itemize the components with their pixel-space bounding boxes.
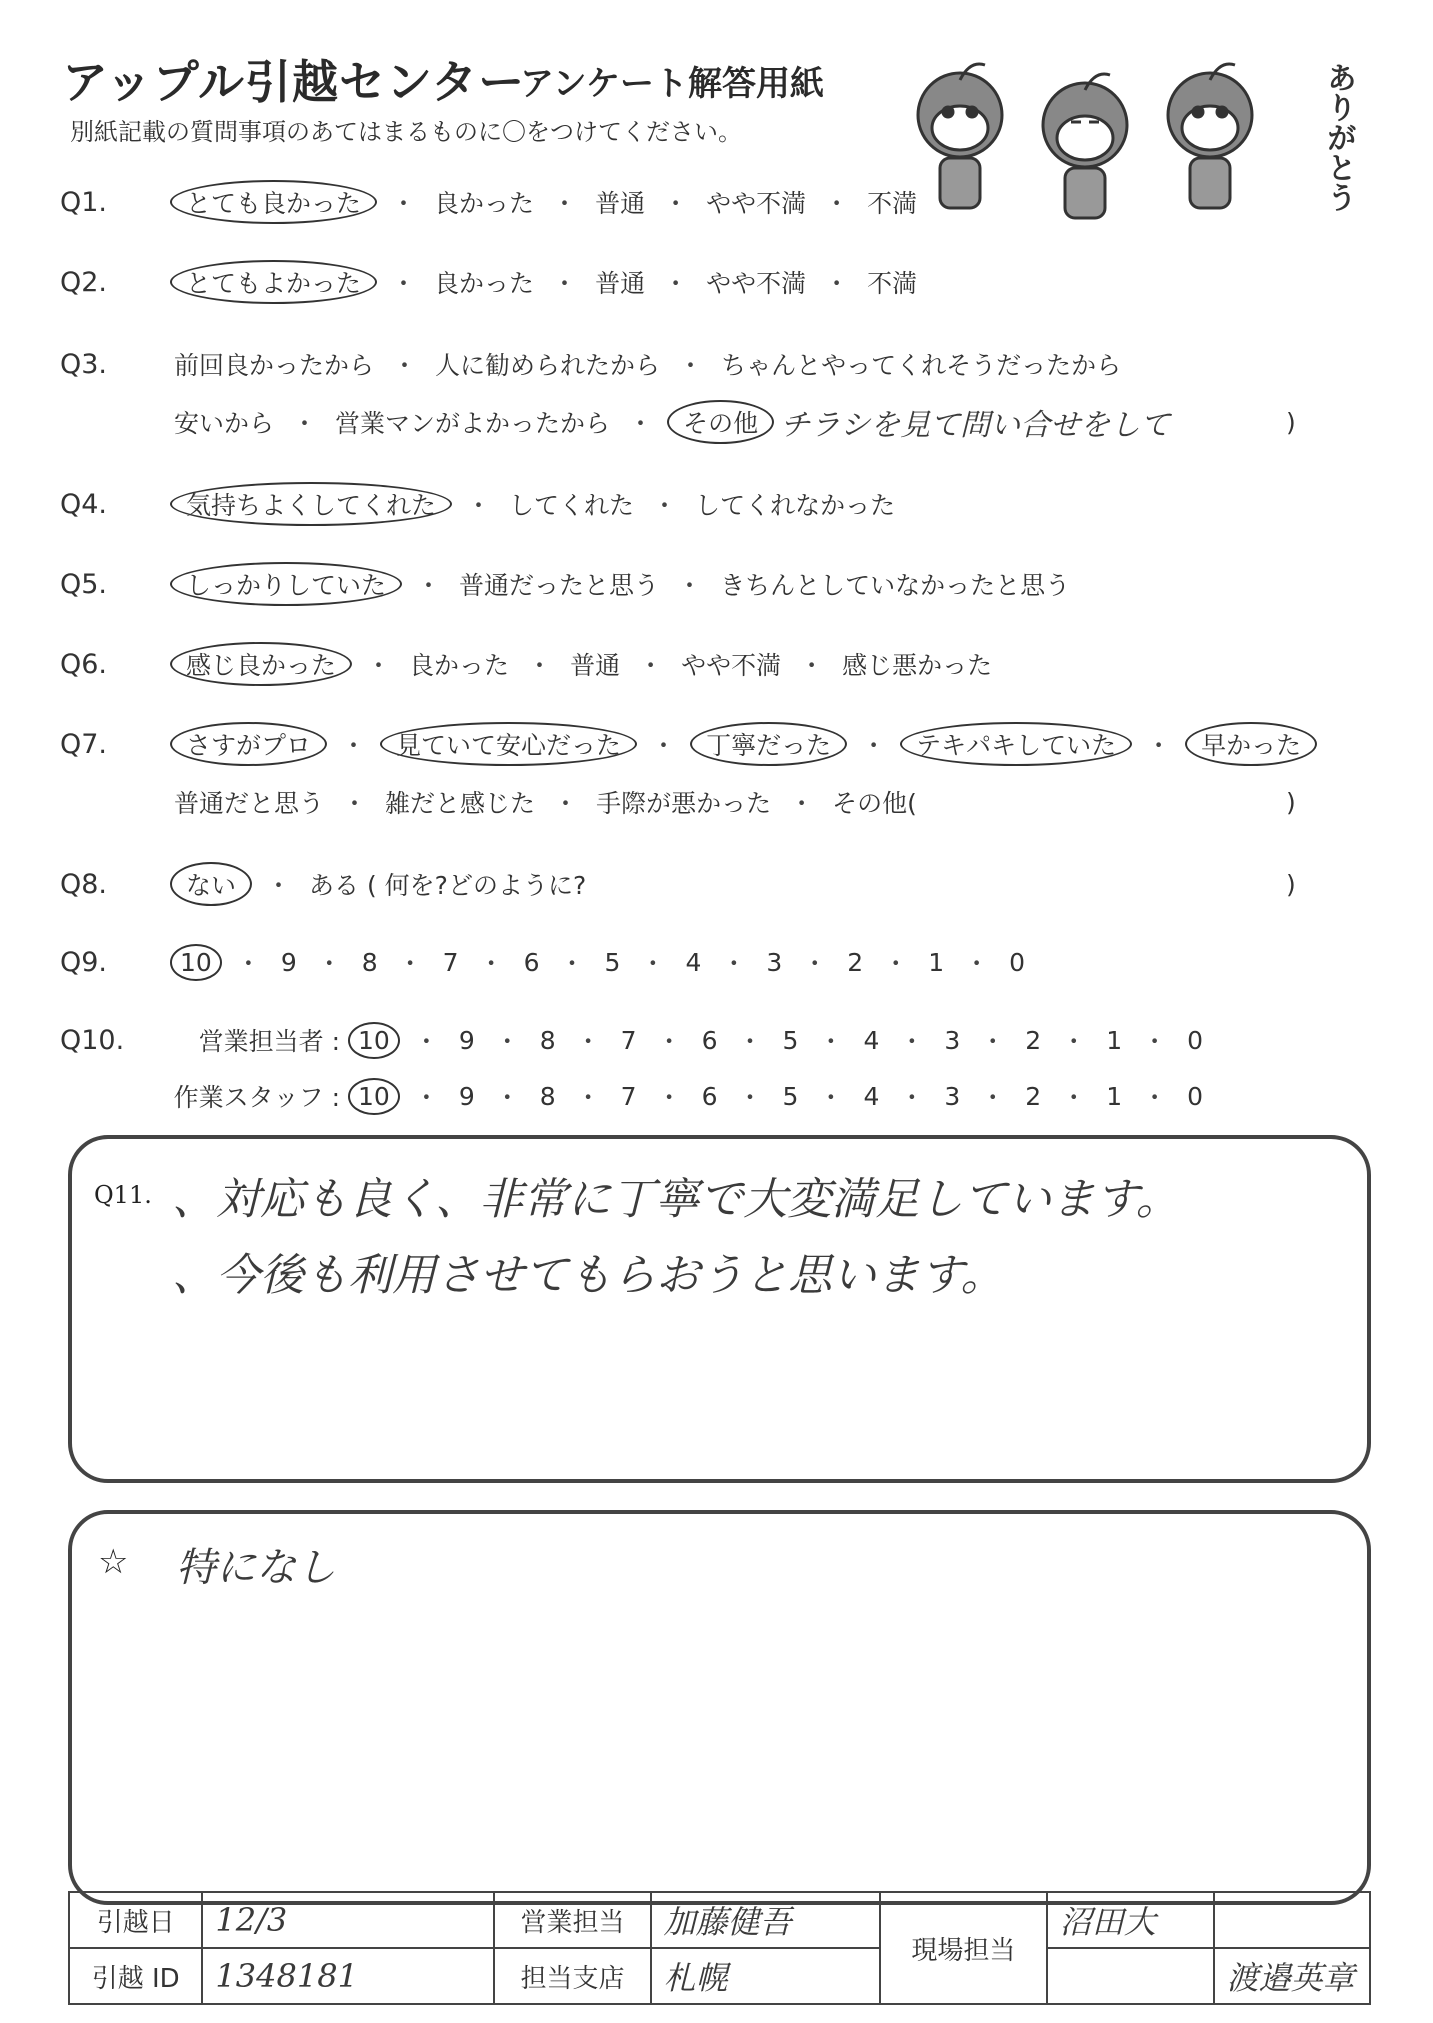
question-q4: Q4. 気持ちよくしてくれた ・ してくれた ・ してくれなかった xyxy=(60,482,899,526)
table-row xyxy=(69,1948,1370,2004)
q9-score[interactable]: 5 xyxy=(604,947,621,977)
q10-sales-score[interactable]: 1 xyxy=(1106,1025,1123,1055)
q3-option[interactable]: 安いから xyxy=(174,409,275,438)
q10-sales-score[interactable]: 6 xyxy=(701,1025,718,1055)
q10-staff-score[interactable]: 7 xyxy=(620,1081,637,1111)
q2-option[interactable]: 不満 xyxy=(867,269,918,298)
table-row xyxy=(69,1892,1370,1948)
q9-score[interactable]: 0 xyxy=(1009,947,1026,977)
site-label: 現場担当 xyxy=(880,1892,1047,2004)
q10-sales-score[interactable]: 8 xyxy=(539,1025,556,1055)
q1-option[interactable]: 不満 xyxy=(867,189,918,218)
branch-value: 札幌 xyxy=(651,1948,880,2004)
q2-label: Q2. xyxy=(60,266,108,298)
q10-staff-score[interactable]: 1 xyxy=(1106,1081,1123,1111)
q1-option[interactable]: とても良かった xyxy=(170,180,377,224)
question-q6: Q6. 感じ良かった ・ 良かった ・ 普通 ・ やや不満 ・ 感じ悪かった xyxy=(60,642,996,686)
q3-other-text[interactable]: チラシを見て問い合せをして xyxy=(780,408,1171,443)
note-box[interactable] xyxy=(68,1510,1371,1905)
q10-staff-score[interactable]: 3 xyxy=(944,1081,961,1111)
q1-option[interactable]: 良かった xyxy=(434,189,535,218)
q3-label: Q3. xyxy=(60,348,108,380)
question-q3: Q3. 前回良かったから ・ 人に勧められたから ・ ちゃんとやってくれそうだったから xyxy=(60,342,1125,386)
q7-option[interactable]: テキパキしていた xyxy=(900,722,1132,766)
brand-title: アップル引越センター xyxy=(62,55,526,109)
q6-option[interactable]: 感じ良かった xyxy=(170,642,352,686)
instructions: 別紙記載の質問事項のあてはまるものに〇をつけてください。 xyxy=(70,118,742,146)
note-text: 特になし xyxy=(176,1545,336,1591)
question-q7-line2: 普通だと思う ・ 雑だと感じた ・ 手際が悪かった ・ その他( ) xyxy=(60,780,921,824)
q9-score[interactable]: 8 xyxy=(361,947,378,977)
q6-option[interactable]: 普通 xyxy=(570,651,621,680)
q8-close-paren: ) xyxy=(1286,869,1296,899)
q3-option[interactable]: ちゃんとやってくれそうだったから xyxy=(721,351,1122,380)
q6-label: Q6. xyxy=(60,648,108,680)
q9-score[interactable]: 3 xyxy=(766,947,783,977)
q3-option[interactable]: 人に勧められたから xyxy=(435,351,661,380)
q10-staff-score[interactable]: 9 xyxy=(458,1081,475,1111)
q10-sales-score[interactable]: 0 xyxy=(1187,1025,1204,1055)
q4-option[interactable]: 気持ちよくしてくれた xyxy=(170,482,452,526)
q10-label: Q10. xyxy=(60,1024,125,1056)
monkey-mascot-icon xyxy=(918,64,1002,208)
question-q8: Q8. ない ・ ある ( 何を?どのように? ) xyxy=(60,862,590,906)
q7-option-other[interactable]: その他( xyxy=(832,789,917,818)
q7-option[interactable]: 早かった xyxy=(1185,722,1317,766)
q5-option[interactable]: しっかりしていた xyxy=(170,562,402,606)
q2-option[interactable]: やや不満 xyxy=(706,269,807,298)
question-q10-staff: 作業スタッフ : 10 ・ 9 ・ 8 ・ 7 ・ 6 ・ 5 ・ 4 ・ 3 ・ 2 ・ 1 ・ 0 xyxy=(60,1074,1209,1118)
q6-option[interactable]: 感じ悪かった xyxy=(842,651,993,680)
move-id-value: 1348181 xyxy=(202,1948,494,2004)
q3-option-other[interactable]: その他 xyxy=(667,400,774,444)
q10-staff-score[interactable]: 5 xyxy=(782,1081,799,1111)
q10-staff-score[interactable]: 8 xyxy=(539,1081,556,1111)
q9-label: Q9. xyxy=(60,946,108,978)
question-q1: Q1. とても良かった ・ 良かった ・ 普通 ・ やや不満 ・ 不満 xyxy=(60,180,921,224)
q2-option[interactable]: 良かった xyxy=(434,269,535,298)
q10-sales-score[interactable]: 2 xyxy=(1025,1025,1042,1055)
question-q5: Q5. しっかりしていた ・ 普通だったと思う ・ きちんとしていなかったと思う xyxy=(60,562,1074,606)
q7-option[interactable]: 丁寧だった xyxy=(690,722,847,766)
q10-sales-score[interactable]: 3 xyxy=(944,1025,961,1055)
q4-option[interactable]: してくれた xyxy=(509,491,635,520)
q1-option[interactable]: やや不満 xyxy=(706,189,807,218)
q9-score[interactable]: 7 xyxy=(442,947,459,977)
sales-label: 営業担当 xyxy=(494,1892,650,1948)
q10-staff-score[interactable]: 4 xyxy=(863,1081,880,1111)
question-q9: Q9. 10 ・ 9 ・ 8 ・ 7 ・ 6 ・ 5 ・ 4 ・ 3 ・ 2 ・ 1 ・ 0 xyxy=(60,940,1031,984)
site-name-value-2: 渡邉英章 xyxy=(1214,1948,1370,2004)
q10-staff-score[interactable]: 0 xyxy=(1187,1081,1204,1111)
q11-comment-box[interactable] xyxy=(68,1135,1371,1483)
q10-sales-score[interactable]: 9 xyxy=(458,1025,475,1055)
monkey-mascots-icon xyxy=(900,40,1290,220)
q7-close-paren: ) xyxy=(1286,787,1296,817)
q10-sales-score[interactable]: 7 xyxy=(620,1025,637,1055)
move-date-value: 12/3 xyxy=(202,1892,494,1948)
q10-sales-label: 営業担当者 : xyxy=(198,1027,340,1056)
q10-sales-score[interactable]: 10 xyxy=(348,1022,400,1059)
q5-option[interactable]: きちんとしていなかったと思う xyxy=(720,571,1071,600)
q7-option[interactable]: 雑だと感じた xyxy=(385,789,536,818)
branch-label: 担当支店 xyxy=(494,1948,650,2004)
q3-close-paren: ) xyxy=(1286,407,1296,437)
q9-score[interactable]: 10 xyxy=(170,944,222,981)
monkey-mascot-icon xyxy=(1168,64,1252,208)
q10-staff-label: 作業スタッフ : xyxy=(173,1083,340,1112)
site-name-value-1: 沼田大 xyxy=(1047,1892,1214,1948)
q3-option[interactable]: 前回良かったから xyxy=(174,351,375,380)
q8-label: Q8. xyxy=(60,868,108,900)
q7-option[interactable]: 見ていて安心だった xyxy=(380,722,637,766)
q7-label: Q7. xyxy=(60,728,108,760)
q10-staff-score[interactable]: 10 xyxy=(348,1078,400,1115)
q10-staff-score[interactable]: 2 xyxy=(1025,1081,1042,1111)
footer-info-table xyxy=(68,1891,1371,2005)
q1-label: Q1. xyxy=(60,186,108,218)
q9-score[interactable]: 9 xyxy=(280,947,297,977)
q5-label: Q5. xyxy=(60,568,108,600)
q9-score[interactable]: 4 xyxy=(685,947,702,977)
q2-option[interactable]: とてもよかった xyxy=(170,260,377,304)
q9-score[interactable]: 6 xyxy=(523,947,540,977)
q7-option[interactable]: 手際が悪かった xyxy=(596,789,772,818)
move-date-label: 引越日 xyxy=(69,1892,202,1948)
mascot-arigatou-text: ありがとう xyxy=(1321,62,1356,212)
q10-sales-score[interactable]: 5 xyxy=(782,1025,799,1055)
q7-option[interactable]: さすがプロ xyxy=(170,722,327,766)
site-name-empty-cell xyxy=(1047,1948,1214,2004)
q4-label: Q4. xyxy=(60,488,108,520)
question-q2: Q2. とてもよかった ・ 良かった ・ 普通 ・ やや不満 ・ 不満 xyxy=(60,260,921,304)
q4-option[interactable]: してくれなかった xyxy=(695,491,896,520)
q3-option[interactable]: 営業マンがよかったから xyxy=(335,409,611,438)
q11-comment-line1: 、対応も良く、非常に丁寧で大変満足しています。 xyxy=(172,1174,1180,1225)
site-name-empty-cell xyxy=(1214,1892,1370,1948)
question-q7: Q7. さすがプロ ・ 見ていて安心だった ・ 丁寧だった ・ テキパキしていた ・ 早かった xyxy=(60,722,1317,766)
q10-staff-score[interactable]: 6 xyxy=(701,1081,718,1111)
q1-option[interactable]: 普通 xyxy=(595,189,646,218)
q6-option[interactable]: やや不満 xyxy=(681,651,782,680)
q8-option[interactable]: ない xyxy=(170,862,252,906)
q9-score[interactable]: 2 xyxy=(847,947,864,977)
form-title: アンケート解答用紙 xyxy=(520,64,824,104)
monkey-mascot-icon xyxy=(1043,74,1127,218)
q7-option[interactable]: 普通だと思う xyxy=(174,789,325,818)
question-q10-sales: Q10. 営業担当者 : 10 ・ 9 ・ 8 ・ 7 ・ 6 ・ 5 ・ 4 ・ 3 ・ 2 ・ 1 ・ 0 xyxy=(60,1018,1209,1062)
q11-comment-line2: 、今後も利用させてもらおうと思います。 xyxy=(172,1250,1005,1301)
move-id-label: 引越 ID xyxy=(69,1948,202,2004)
q8-option[interactable]: ある ( 何を?どのように? xyxy=(309,871,587,900)
sales-name-value: 加藤健吾 xyxy=(651,1892,880,1948)
q9-score[interactable]: 1 xyxy=(928,947,945,977)
q2-option[interactable]: 普通 xyxy=(595,269,646,298)
question-q3-line2: 安いから ・ 営業マンがよかったから ・ その他 チラシを見て問い合せをして ) xyxy=(60,400,1170,444)
q5-option[interactable]: 普通だったと思う xyxy=(459,571,660,600)
q10-sales-score[interactable]: 4 xyxy=(863,1025,880,1055)
q11-label: Q11. xyxy=(94,1181,152,1209)
star-icon: ☆ xyxy=(98,1542,129,1582)
q6-option[interactable]: 良かった xyxy=(409,651,510,680)
